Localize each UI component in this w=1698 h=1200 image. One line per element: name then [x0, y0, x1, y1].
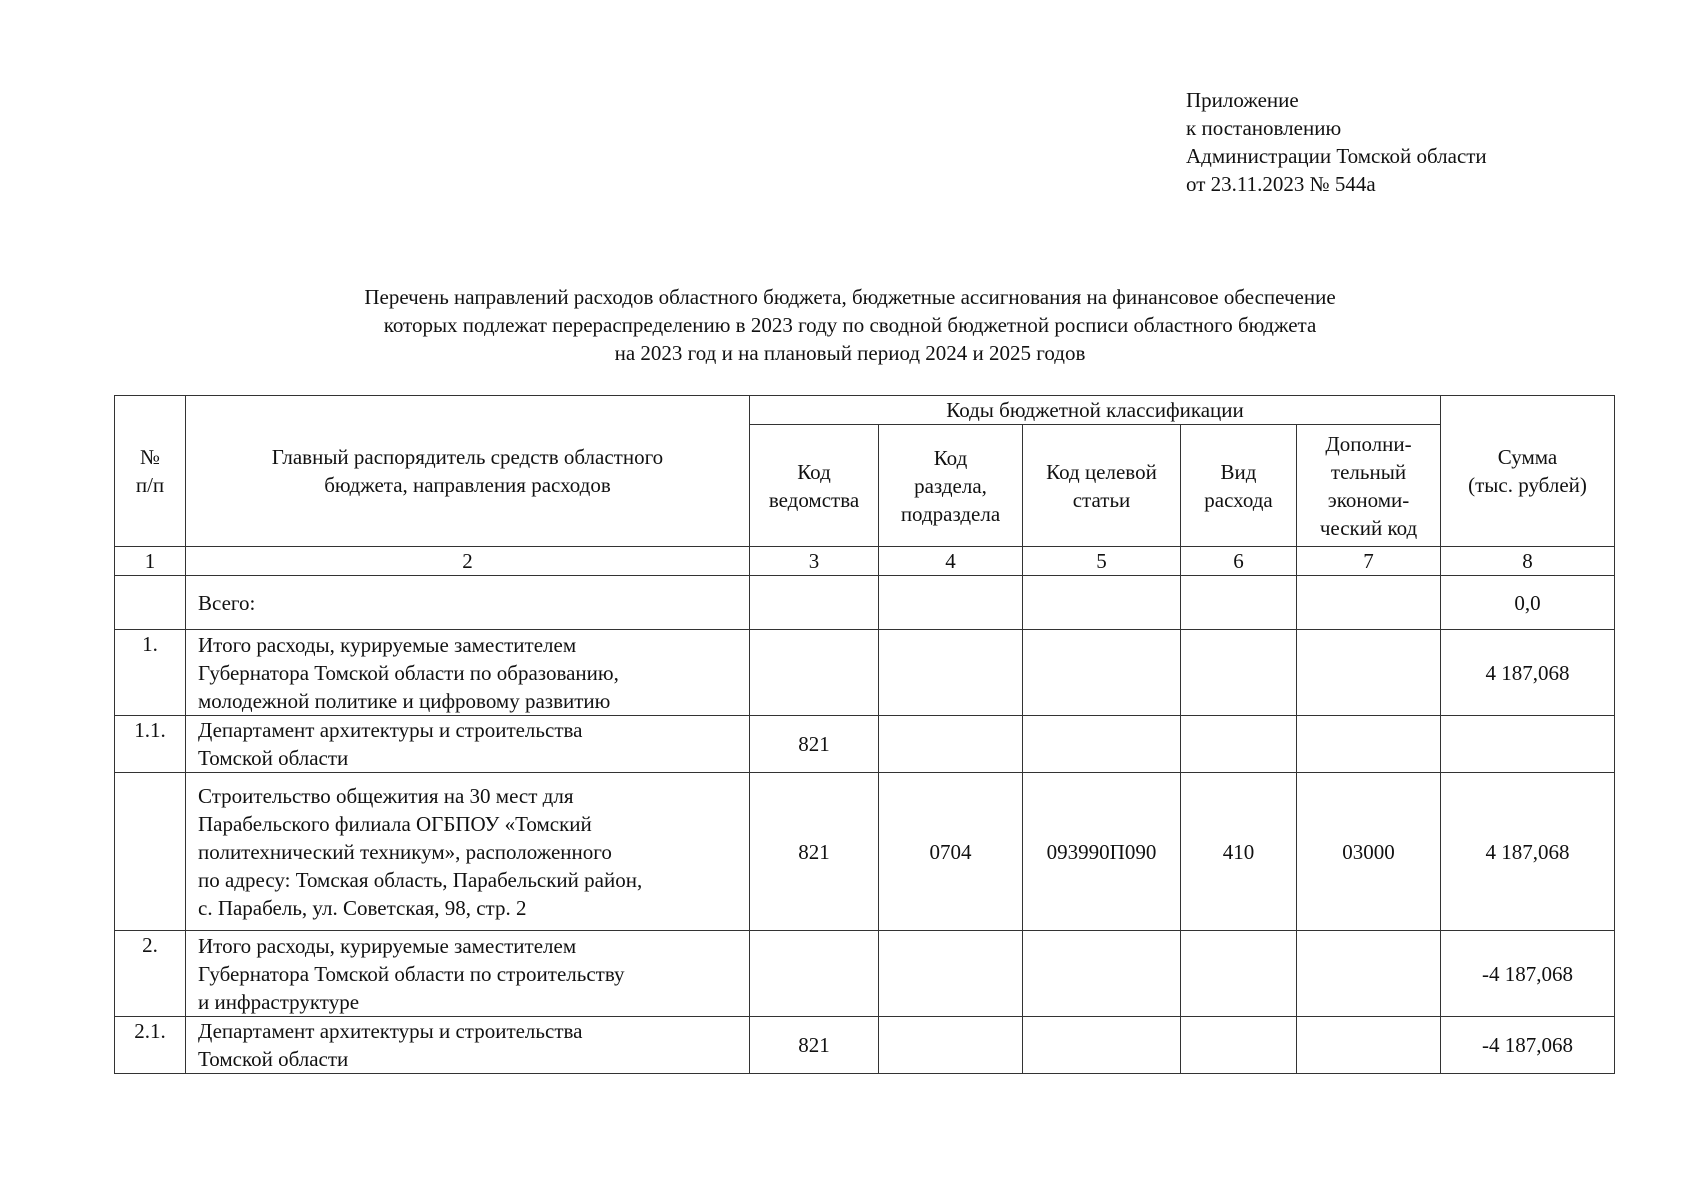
row-econ	[1297, 716, 1441, 773]
row-sum: 4 187,068	[1441, 773, 1615, 931]
header-econ-code: Дополни- тельный экономи- ческий код	[1297, 425, 1441, 547]
row-section	[879, 576, 1023, 630]
row-sum: -4 187,068	[1441, 931, 1615, 1017]
row-econ	[1297, 576, 1441, 630]
row-type: 410	[1181, 773, 1297, 931]
row-econ	[1297, 931, 1441, 1017]
row-name: Всего:	[186, 576, 750, 630]
row-dept: 821	[750, 716, 879, 773]
column-number: 1	[115, 547, 186, 576]
column-number: 3	[750, 547, 879, 576]
row-dept	[750, 630, 879, 716]
row-type	[1181, 716, 1297, 773]
row-sum: 0,0	[1441, 576, 1615, 630]
appendix-line: Администрации Томской области	[1186, 144, 1487, 168]
document-title	[200, 283, 1500, 367]
header-target-code: Код целевой статьи	[1023, 425, 1181, 547]
column-number: 6	[1181, 547, 1297, 576]
table-row	[115, 931, 1615, 1017]
row-name: Департамент архитектуры и строительства Томской области	[186, 716, 750, 773]
table-row	[115, 630, 1615, 716]
row-num	[115, 576, 186, 630]
row-target: 093990П090	[1023, 773, 1181, 931]
row-dept: 821	[750, 1017, 879, 1074]
row-section	[879, 1017, 1023, 1074]
row-dept	[750, 931, 879, 1017]
row-name: Строительство общежития на 30 мест для Парабельского филиала ОГБПОУ «Томский политехнический техникум», расположенного по адресу: Томская область, Парабельский район, с. Парабель, ул. Советская, 98, стр. 2	[186, 773, 750, 931]
column-number-row	[115, 547, 1615, 576]
column-number: 5	[1023, 547, 1181, 576]
row-dept: 821	[750, 773, 879, 931]
appendix-line: Приложение	[1186, 88, 1299, 112]
row-target	[1023, 1017, 1181, 1074]
row-name: Департамент архитектуры и строительства Томской области	[186, 1017, 750, 1074]
row-section: 0704	[879, 773, 1023, 931]
row-type	[1181, 630, 1297, 716]
appendix-line: к постановлению	[1186, 116, 1342, 140]
column-number: 8	[1441, 547, 1615, 576]
row-sum	[1441, 716, 1615, 773]
table-row	[115, 773, 1615, 931]
header-dept-code: Код ведомства	[750, 425, 879, 547]
row-num: 1.	[115, 630, 186, 716]
header-name: Главный распорядитель средств областного бюджета, направления расходов	[186, 396, 750, 547]
row-econ	[1297, 630, 1441, 716]
row-sum: -4 187,068	[1441, 1017, 1615, 1074]
row-type	[1181, 576, 1297, 630]
title-line: которых подлежат перераспределению в 2023 году по сводной бюджетной росписи областного бюджета	[383, 313, 1317, 337]
header-section-code: Код раздела, подраздела	[879, 425, 1023, 547]
row-section	[879, 931, 1023, 1017]
header-codes-group: Коды бюджетной классификации	[750, 396, 1441, 425]
table-row-total	[115, 576, 1615, 630]
row-type	[1181, 1017, 1297, 1074]
row-target	[1023, 576, 1181, 630]
row-num	[115, 773, 186, 931]
row-section	[879, 716, 1023, 773]
title-line: Перечень направлений расходов областного бюджета, бюджетные ассигнования на финансовое обеспечение	[364, 285, 1336, 309]
column-number: 7	[1297, 547, 1441, 576]
row-name: Итого расходы, курируемые заместителем Губернатора Томской области по образованию, молодежной политике и цифровому развитию	[186, 630, 750, 716]
row-type	[1181, 931, 1297, 1017]
row-target	[1023, 716, 1181, 773]
row-sum: 4 187,068	[1441, 630, 1615, 716]
row-num: 2.	[115, 931, 186, 1017]
row-econ: 03000	[1297, 773, 1441, 931]
header-num: № п/п	[115, 396, 186, 547]
table-row	[115, 716, 1615, 773]
row-num: 1.1.	[115, 716, 186, 773]
header-row	[115, 396, 1615, 425]
appendix-line: от 23.11.2023 № 544а	[1186, 172, 1376, 196]
header-expense-type: Вид расхода	[1181, 425, 1297, 547]
budget-table	[114, 395, 1615, 1074]
header-sum: Сумма (тыс. рублей)	[1441, 396, 1615, 547]
table-row	[115, 1017, 1615, 1074]
row-econ	[1297, 1017, 1441, 1074]
row-target	[1023, 931, 1181, 1017]
row-num: 2.1.	[115, 1017, 186, 1074]
row-name: Итого расходы, курируемые заместителем Губернатора Томской области по строительству и инфраструктуре	[186, 931, 750, 1017]
column-number: 2	[186, 547, 750, 576]
row-section	[879, 630, 1023, 716]
row-dept	[750, 576, 879, 630]
appendix-block	[1186, 86, 1487, 198]
column-number: 4	[879, 547, 1023, 576]
row-target	[1023, 630, 1181, 716]
title-line: на 2023 год и на плановый период 2024 и 2025 годов	[614, 341, 1086, 365]
